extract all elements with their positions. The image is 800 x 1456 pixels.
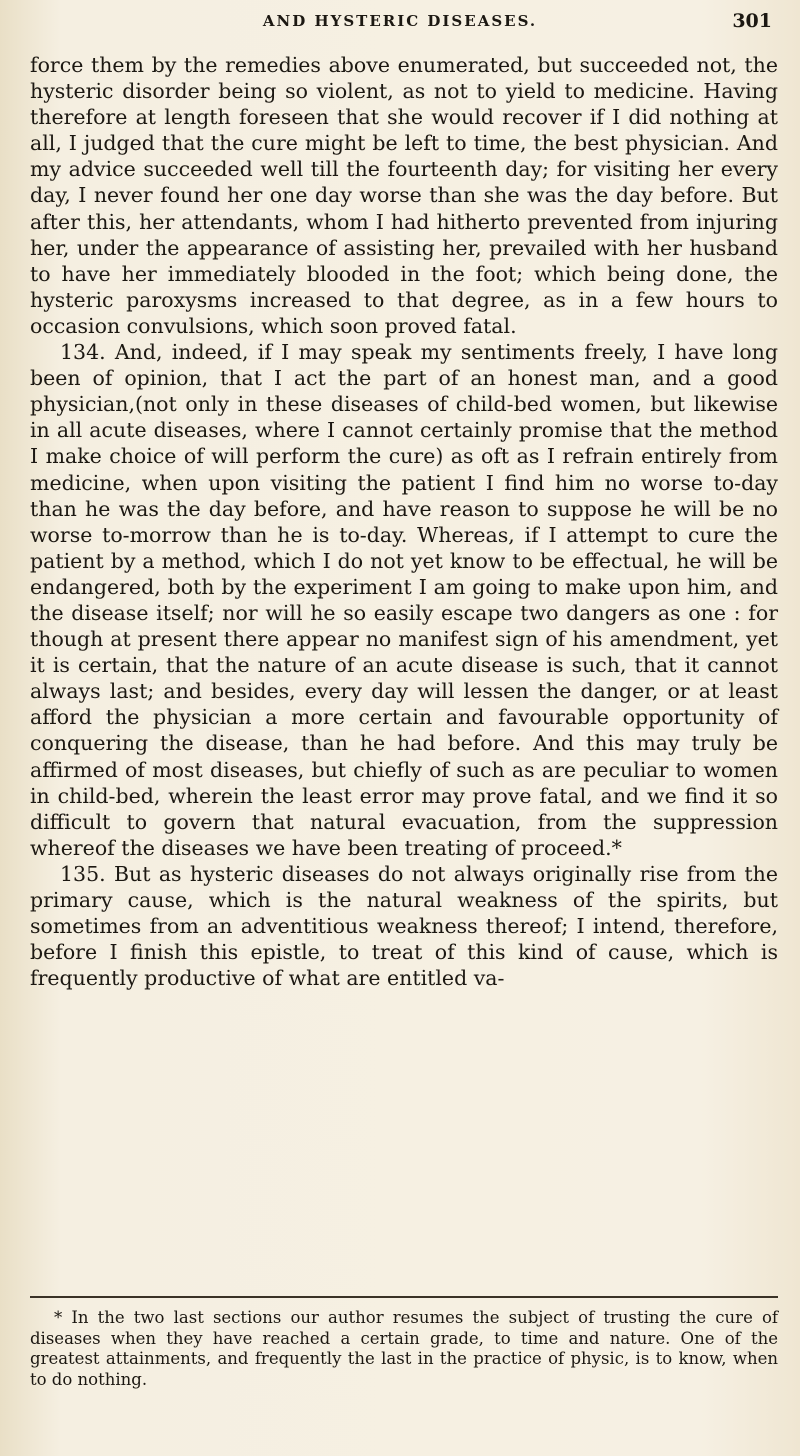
body-text [30, 52, 778, 991]
paragraph-section-134: 134. And, indeed, if I may speak my sentiments freely, I have long been of opinion, that I act the part of an honest man, and a good physician,(not only in these diseases of child-bed women, but likewise in all acute diseases, where I cannot certainly promise that the method I make choice of will perform the cure) as oft as I refrain entirely from medicine, when upon visiting the patient I find him no worse to-day than he was the day before, and have reason to suppose he will be no worse to-morrow than he is to-day. Whereas, if I attempt to cure the patient by a method, which I do not yet know to be effectual, he will be endangered, both by the experiment I am going to make upon him, and the disease itself; nor will he so easily escape two dangers as one : for though at present there appear no manifest sign of his amendment, yet it is certain, that the nature of an acute disease is such, that it cannot always last; and besides, every day will lessen the danger, or at least afford the physician a more certain and favourable opportunity of conquering the disease, than he had before. And this may truly be affirmed of most diseases, but chiefly of such as are peculiar to women in child-bed, wherein the least error may prove fatal, and we find it so difficult to govern that natural evacuation, from the suppression whereof the diseases we have been treating of proceed.* [30, 340, 778, 860]
footnote-divider [30, 1296, 778, 1298]
paragraph-section-135: 135. But as hysteric diseases do not always originally rise from the primary cause, which is the natural weakness of the spirits, but sometimes from an adventitious weakness thereof; I intend, therefore, before I finish this epistle, to treat of this kind of cause, which is frequently productive of what are entitled va- [30, 861, 778, 991]
page-number: 301 [732, 10, 772, 32]
paragraph-continuation: force them by the remedies above enumerated, but succeeded not, the hysteric disorder being so violent, as not to yield to medicine. Having therefore at length foreseen that she would recover if I did nothing at all, I judged that the cure might be left to time, the best physician. And my advice succeeded well till the fourteenth day; for visiting her every day, I never found her one day worse than she was the day before. But after this, her attendants, whom I had hitherto prevented from injuring her, under the appearance of assisting her, prevailed with her husband to have her immediately blooded in the foot; which being done, the hysteric paroxysms increased to that degree, as in a few hours to occasion convulsions, which soon proved fatal. [30, 53, 778, 338]
footnote-text: * In the two last sections our author resumes the subject of trusting the cure of diseases when they have reached a certain grade, to time and nature. One of the greatest attainments, and frequently the last in the practice of physic, is to know, when to do nothing. [30, 1308, 778, 1389]
footnote [30, 1308, 778, 1390]
running-head: AND HYSTERIC DISEASES. [262, 12, 538, 30]
